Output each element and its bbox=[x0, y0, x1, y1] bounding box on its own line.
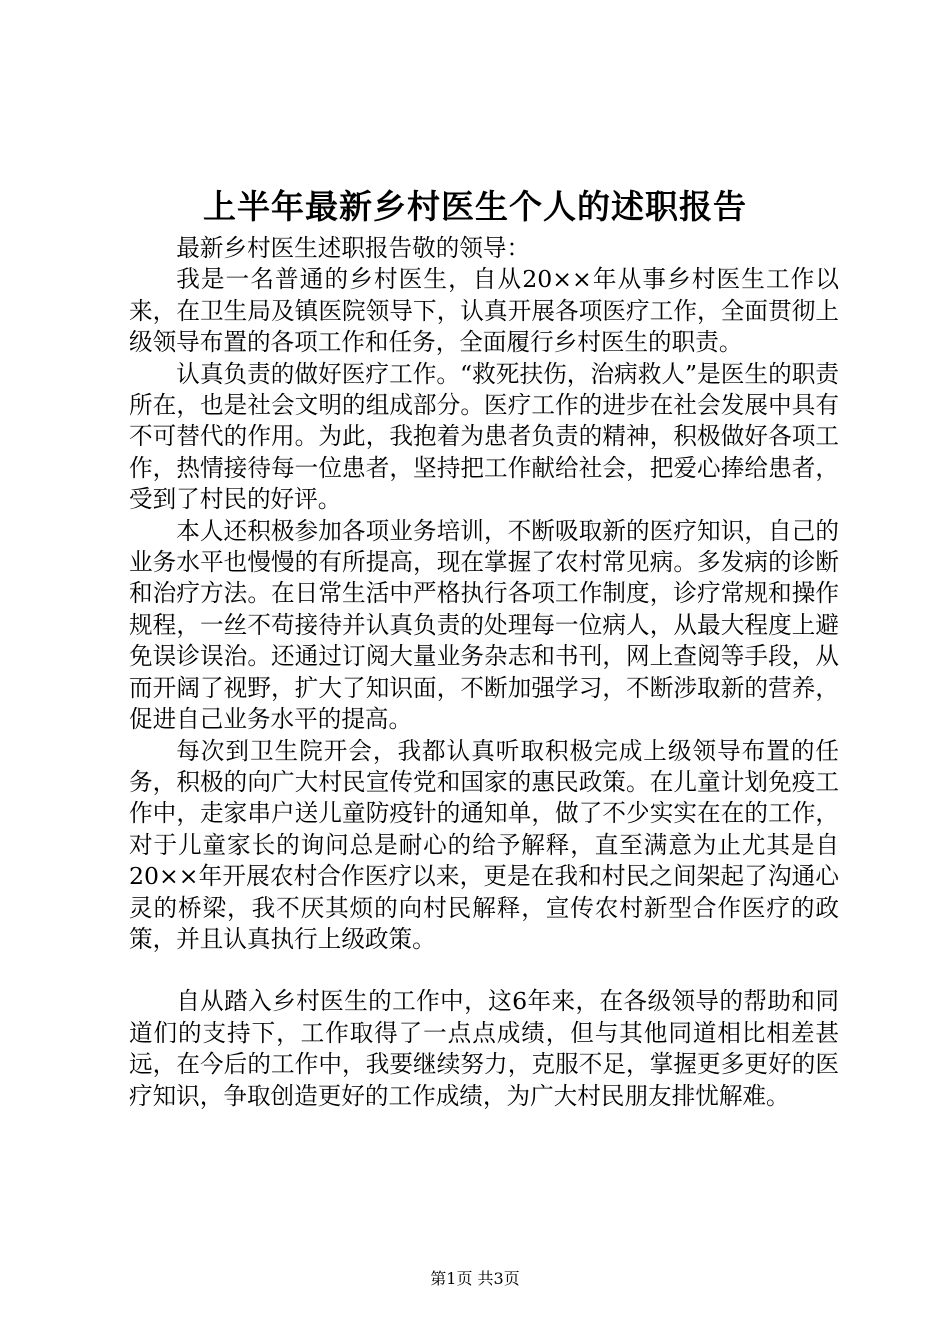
document-body bbox=[129, 233, 839, 1112]
closing-paragraph: 自从踏入乡村医生的工作中，这6年来，在各级领导的帮助和同道们的支持下，工作取得了一点点成绩，但与其他同道相比相差甚远，在今后的工作中，我要继续努力，克服不足，掌握更多更好的医疗知识，争取创造更好的工作成绩，为广大村民朋友排忧解难。 bbox=[129, 987, 839, 1110]
page-number-footer: 第1页 共3页 bbox=[430, 1269, 520, 1288]
medical-work-paragraph: 认真负责的做好医疗工作。“救死扶伤，治病救人”是医生的职责所在，也是社会文明的组成部分。医疗工作的进步在社会发展中具有不可替代的作用。为此，我抱着为患者负责的精神，积极做好各项工作，热情接待每一位患者，坚持把工作献给社会，把爱心捧给患者，受到了村民的好评。 bbox=[129, 359, 839, 514]
intro-paragraph: 我是一名普通的乡村医生，自从20××年从事乡村医生工作以来，在卫生局及镇医院领导下，认真开展各项医疗工作，全面贯彻上级领导布置的各项工作和任务，全面履行乡村医生的职责。 bbox=[129, 265, 839, 357]
document-title: 上半年最新乡村医生个人的述职报告 bbox=[203, 187, 747, 226]
training-paragraph: 本人还积极参加各项业务培训，不断吸取新的医疗知识，自己的业务水平也慢慢的有所提高，现在掌握了农村常见病。多发病的诊断和治疗方法。在日常生活中严格执行各项工作制度，诊疗常规和操作规程，一丝不苟接待并认真负责的处理每一位病人，从最大程度上避免误诊误治。还通过订阅大量业务杂志和书刊，网上查阅等手段，从而开阔了视野，扩大了知识面，不断加强学习，不断涉取新的营养，促进自己业务水平的提高。 bbox=[129, 516, 839, 734]
meetings-paragraph: 每次到卫生院开会，我都认真听取积极完成上级领导布置的任务，积极的向广大村民宣传党和国家的惠民政策。在儿童计划免疫工作中，走家串户送儿童防疫针的通知单，做了不少实实在在的工作，对于儿童家长的询问总是耐心的给予解释，直至满意为止尤其是自20××年开展农村合作医疗以来，更是在我和村民之间架起了沟通心灵的桥梁，我不厌其烦的向村民解释，宣传农村新型合作医疗的政策，并且认真执行上级政策。 bbox=[129, 736, 839, 953]
salutation-paragraph: 最新乡村医生述职报告敬的领导： bbox=[176, 234, 531, 262]
